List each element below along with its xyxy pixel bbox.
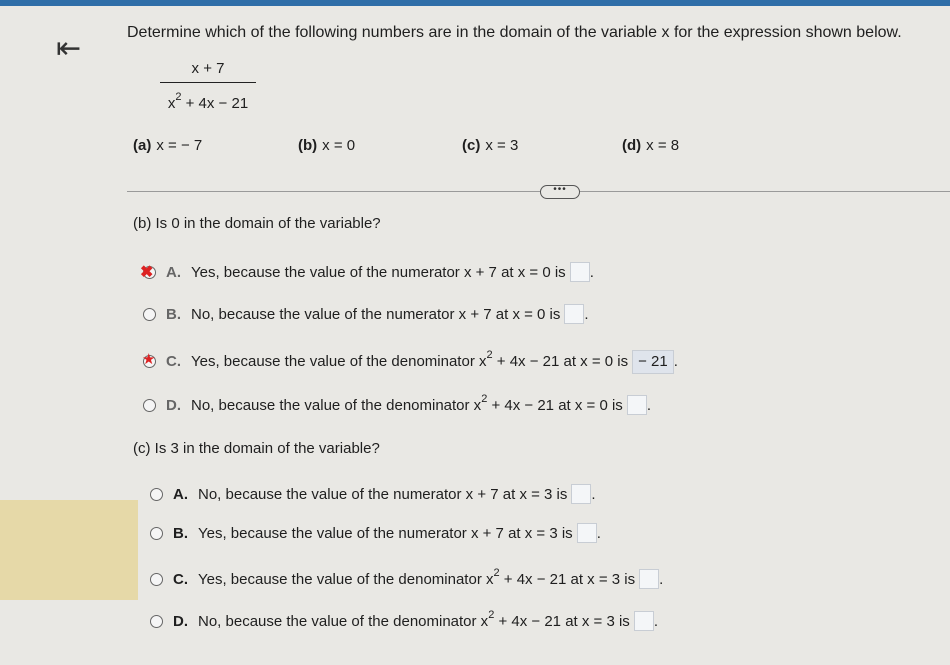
part-b-option-c[interactable]: ★ C. Yes, because the value of the denominator $x^2 + 4x - 21$ at x = 0 is − 21 . bbox=[143, 345, 678, 369]
back-arrow-icon[interactable]: ⇤ bbox=[56, 32, 82, 65]
radio-button[interactable] bbox=[150, 488, 163, 501]
part-c-option-a[interactable]: A. No, because the value of the numerator x + 7 at x = 3 is . bbox=[150, 483, 596, 507]
radio-button[interactable] bbox=[142, 350, 156, 368]
choice-c: (c) x = 3 bbox=[462, 137, 519, 154]
incorrect-x-icon: ✖ bbox=[140, 263, 154, 281]
star-icon: ★ bbox=[142, 350, 156, 368]
top-accent-bar bbox=[0, 0, 950, 6]
question-prompt: Determine which of the following numbers are in the domain of the variable x for the expression shown below. bbox=[127, 24, 902, 41]
answer-box[interactable] bbox=[627, 395, 647, 415]
radio-button[interactable] bbox=[150, 573, 163, 586]
fraction-bar bbox=[160, 82, 256, 83]
part-c-option-b[interactable]: B. Yes, because the value of the numerator x + 7 at x = 3 is . bbox=[150, 522, 601, 546]
answer-box[interactable] bbox=[577, 523, 597, 543]
choice-b: (b) x = 0 bbox=[298, 137, 356, 154]
part-c-option-d[interactable]: D. No, because the value of the denominator $x^2 + 4x - 21$ at x = 3 is . bbox=[150, 605, 658, 629]
radio-button[interactable] bbox=[143, 308, 156, 321]
part-b-option-b[interactable]: B. No, because the value of the numerator x + 7 at x = 0 is . bbox=[143, 303, 589, 327]
fraction-numerator: x + 7 bbox=[191, 60, 225, 77]
answer-box[interactable] bbox=[634, 611, 654, 631]
radio-button[interactable] bbox=[140, 263, 156, 281]
expression-fraction bbox=[160, 58, 256, 111]
answer-box[interactable] bbox=[639, 569, 659, 589]
part-b-option-d[interactable]: D. No, because the value of the denominator $x^2 + 4x - 21$ at x = 0 is . bbox=[143, 389, 651, 413]
radio-button[interactable] bbox=[143, 399, 156, 412]
answer-box[interactable] bbox=[570, 262, 590, 282]
answer-box[interactable] bbox=[571, 484, 591, 504]
expand-more-button[interactable]: ••• bbox=[540, 185, 580, 199]
part-b-question: (b) Is 0 in the domain of the variable? bbox=[133, 215, 381, 232]
part-c-option-c[interactable]: C. Yes, because the value of the denominator $x^2 + 4x - 21$ at x = 3 is . bbox=[150, 563, 663, 587]
radio-button[interactable] bbox=[150, 527, 163, 540]
section-divider bbox=[127, 191, 950, 192]
part-c-question: (c) Is 3 in the domain of the variable? bbox=[133, 440, 380, 457]
answer-value: − 21 bbox=[632, 350, 674, 374]
choice-a: (a) x = − 7 bbox=[133, 137, 203, 154]
part-b-option-a[interactable]: ✖ A. Yes, because the value of the numerator x + 7 at x = 0 is . bbox=[143, 261, 594, 285]
choice-d: (d) x = 8 bbox=[622, 137, 680, 154]
left-highlight-strip bbox=[0, 500, 138, 600]
answer-box[interactable] bbox=[564, 304, 584, 324]
radio-button[interactable] bbox=[150, 615, 163, 628]
fraction-denominator: $x^2 + 4x - 21$ bbox=[167, 91, 249, 112]
